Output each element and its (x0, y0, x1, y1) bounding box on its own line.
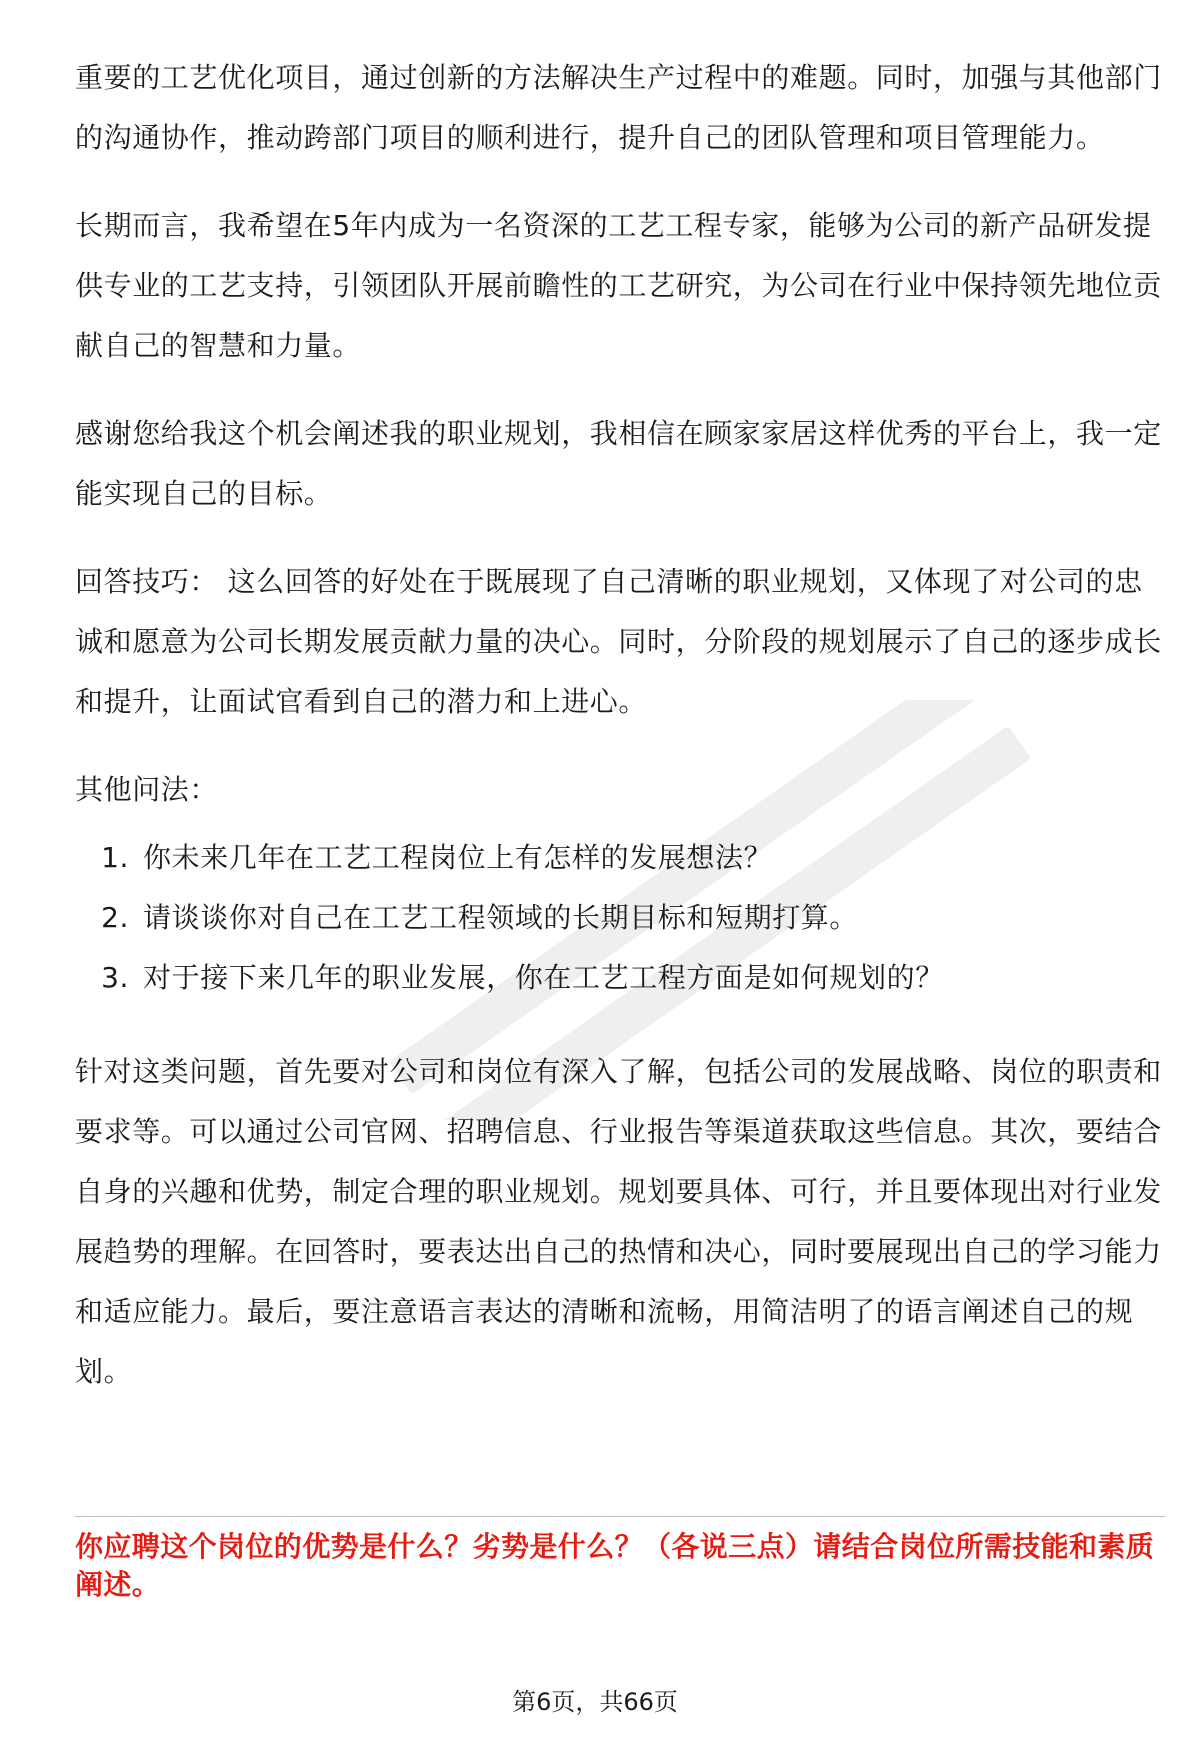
list-item-number: 3. (101, 961, 129, 994)
page-number: 第6页，共66页 (512, 1688, 678, 1716)
next-question-heading: 你应聘这个岗位的优势是什么？劣势是什么？（各说三点）请结合岗位所需技能和素质阐述。 (75, 1530, 1155, 1601)
advice-paragraph: 针对这类问题，首先要对公司和岗位有深入了解，包括公司的发展战略、岗位的职责和要求等。可以通过公司官网、招聘信息、行业报告等渠道获取这些信息。其次，要结合自身的兴趣和优势，制定合理的职业规划。规划要具体、可行，并且要体现出对行业发展趋势的理解。在回答时，要表达出自己的热情和决心，同时要展现出自己的学习能力和适应能力。最后，要注意语言表达的清晰和流畅，用简洁明了的语言阐述自己的规划。 (75, 1055, 1162, 1388)
question-list (75, 828, 1165, 1008)
other-phrasings-label: 其他问法： (75, 773, 219, 806)
answer-tips-text: 这么回答的好处在于既展现了自己清晰的职业规划，又体现了对公司的忠诚和愿意为公司长期发展贡献力量的决心。同时，分阶段的规划展示了自己的逐步成长和提升，让面试官看到自己的潜力和上进心。 (75, 565, 1162, 718)
paragraph-3: 感谢您给我这个机会阐述我的职业规划，我相信在顾家家居这样优秀的平台上，我一定能实现自己的目标。 (75, 417, 1162, 510)
section-divider (75, 1516, 1165, 1517)
list-item-number: 2. (101, 901, 129, 934)
paragraph-2: 长期而言，我希望在5年内成为一名资深的工艺工程专家，能够为公司的新产品研发提供专业的工艺支持，引领团队开展前瞻性的工艺研究，为公司在行业中保持领先地位贡献自己的智慧和力量。 (75, 209, 1162, 362)
list-item-text: 你未来几年在工艺工程岗位上有怎样的发展想法？ (143, 841, 773, 874)
list-item (75, 828, 1165, 888)
list-item (75, 948, 1165, 1008)
list-item-text: 对于接下来几年的职业发展，你在工艺工程方面是如何规划的？ (143, 961, 944, 994)
answer-tips (75, 552, 1165, 732)
list-item (75, 888, 1165, 948)
main-content (75, 48, 1165, 1430)
answer-tips-label: 回答技巧： (75, 565, 219, 598)
list-item-text: 请谈谈你对自己在工艺工程领域的长期目标和短期打算。 (143, 901, 859, 934)
paragraph-1: 重要的工艺优化项目，通过创新的方法解决生产过程中的难题。同时，加强与其他部门的沟通协作，推动跨部门项目的顺利进行，提升自己的团队管理和项目管理能力。 (75, 61, 1162, 154)
list-item-number: 1. (101, 841, 129, 874)
